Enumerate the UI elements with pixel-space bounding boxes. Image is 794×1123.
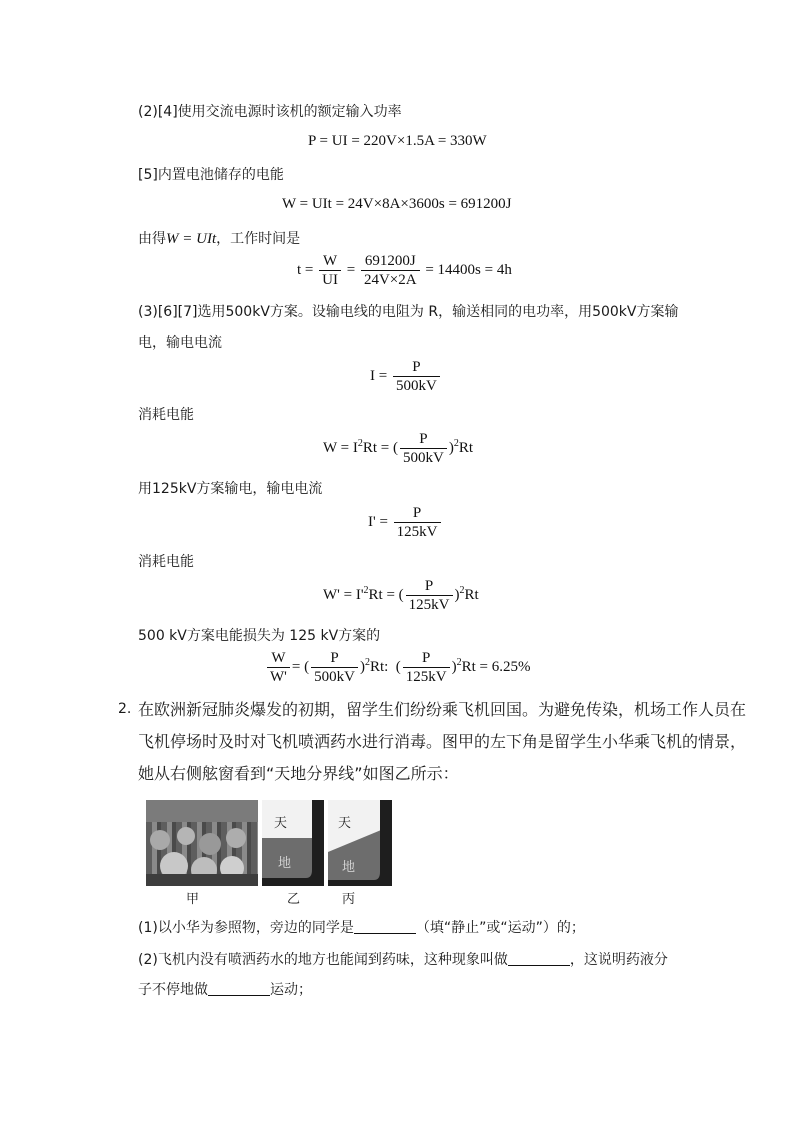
inline-equation: W = UIt [166,231,217,247]
question-text-1: 在欧洲新冠肺炎爆发的初期，留学生们纷纷乘飞机回国。为避免传染，机场工作人员在 [138,700,747,719]
question-text-3: 她从右侧舷窗看到“天地分界线”如图乙所示： [138,764,459,783]
label-ground: 地 [342,860,356,875]
exponent: 2 [357,437,363,449]
question-text-2: 飞机停场时及时对飞机喷洒药水进行消毒。图甲的左下角是留学生小华乘飞机的情景， [138,732,747,751]
fraction-p-125 [394,504,441,541]
denominator: 125kV [408,597,450,613]
eq-lhs: W = I [323,439,358,456]
fraction-p-125 [406,577,453,614]
numerator: P [406,577,453,596]
equation-energy: W = UIt = 24V×8A×3600s = 691200J [282,196,512,212]
denominator: 500kV [314,669,355,685]
fraction-p-500 [400,430,447,467]
equation-time: t = $\frac{W}{UI}$ = $\frac{691200J}{24V\times 2A}$ = 14400s = 4h [297,253,512,288]
denominator: 125kV [405,669,447,685]
line-loss-ratio: 500 kV方案电能损失为 125 kV方案的 [138,628,381,644]
text-derived-from: 由得 [138,231,166,247]
text-working-time: ，工作时间是 [216,231,301,247]
subquestion-1 [138,918,585,938]
photo-passengers [146,800,258,886]
figure-images [146,800,392,886]
fraction-values [361,252,420,289]
subquestion-2-text: (2)飞机内没有喷洒药水的地方也能闻到药味，这种现象叫做 [138,952,508,968]
line-energy-loss-label: 消耗电能 [138,407,194,423]
subquestion-3 [138,980,312,1000]
subquestion-3-text: 子不停地做 [138,982,208,998]
eq-part: Rt: [369,658,389,675]
eq-rhs: = 14400s = 4h [425,261,512,278]
photo-window-b [262,800,324,886]
equation-energy-125: $W' = I'^2Rt$ = ( $\frac{P}{125kV}$ )$^2$Rt [323,578,479,613]
numerator: W [267,649,290,668]
denominator: 500kV [402,450,444,466]
line-power-intro: (2)[4]使用交流电源时该机的额定输入功率 [138,104,402,120]
exponent: 2 [364,656,370,668]
question-number: 2. [118,701,132,717]
eq-rhs: Rt [458,439,474,456]
fraction-w-ui [319,252,341,289]
answer-blank-2[interactable] [508,951,570,966]
denominator: UI [322,272,338,288]
numerator: P [393,358,440,377]
equation-energy-500: $W = I^2Rt$ = ( $\frac{P}{500kV}$ )$^2$Rt [323,431,474,466]
eq-lhs: t = [297,261,314,278]
denominator: 500kV [395,378,437,394]
photo-window-c [328,800,392,886]
denominator: 24V×2A [363,272,417,288]
horizon-level-image [262,800,324,886]
line-scheme-intro: (3)[6][7]选用500kV方案。设输电线的电阻为 R，输送相同的电功率，用500kV方案输 [138,304,679,320]
exponent: 2 [459,584,465,596]
equation-loss-ratio: $\frac{W}{W'}$ = ( $\frac{P}{500kV}$ )$^2$Rt: ( $\frac{P}{125kV}$ )$^2$Rt = 6.25% [265,649,531,686]
fraction-w-ratio [267,649,290,686]
subquestion-1-text: (1)以小华为参照物，旁边的同学是 [138,920,354,936]
eq-lhs: I = [370,367,388,384]
equation-current-125 [368,504,443,541]
fraction-p-125 [403,649,450,686]
numerator: 691200J [361,252,420,271]
subquestion-1-hint: （填“静止”或“运动”）的； [415,920,585,936]
eq-mid: Rt = ( [368,586,404,603]
exponent: 2 [453,437,459,449]
eq-result: Rt = 6.25% [461,658,531,675]
crowd-image [146,800,258,886]
label-sky: 天 [338,816,352,831]
answer-blank-3[interactable] [208,981,270,996]
line-current-125: 用125kV方案输电，输电电流 [138,481,323,497]
caption-b: 乙 [287,892,301,907]
subquestion-2 [138,950,668,970]
caption-a: 甲 [186,892,200,907]
equation-current-500 [370,358,442,395]
eq-mid: Rt = ( [362,439,398,456]
numerator: P [311,649,358,668]
numerator: W [319,252,341,271]
exponent: 2 [363,584,369,596]
fraction-p-500 [393,358,440,395]
numerator: P [403,649,450,668]
eq-lhs: W' = I' [323,586,364,603]
numerator: P [394,504,441,523]
label-ground: 地 [278,856,292,871]
line-time-intro [138,229,300,249]
label-sky: 天 [274,816,288,831]
eq-lhs: I' = [368,513,388,530]
line-current-500: 电，输电电流 [138,335,222,351]
line-energy-loss-label-2: 消耗电能 [138,554,194,570]
denominator: 125kV [396,524,438,540]
line-energy-intro: [5]内置电池储存的电能 [138,167,284,183]
subquestion-2-tail: ，这说明药液分 [569,952,668,968]
caption-c: 丙 [342,892,356,907]
fraction-p-500 [311,649,358,686]
numerator: P [400,430,447,449]
equation-power: P = UI = 220V×1.5A = 330W [308,133,487,149]
denominator: W' [270,669,287,685]
answer-blank-1[interactable] [354,919,416,934]
subquestion-3-tail: 运动； [270,982,312,998]
exponent: 2 [456,656,462,668]
eq-rhs: Rt [464,586,479,603]
